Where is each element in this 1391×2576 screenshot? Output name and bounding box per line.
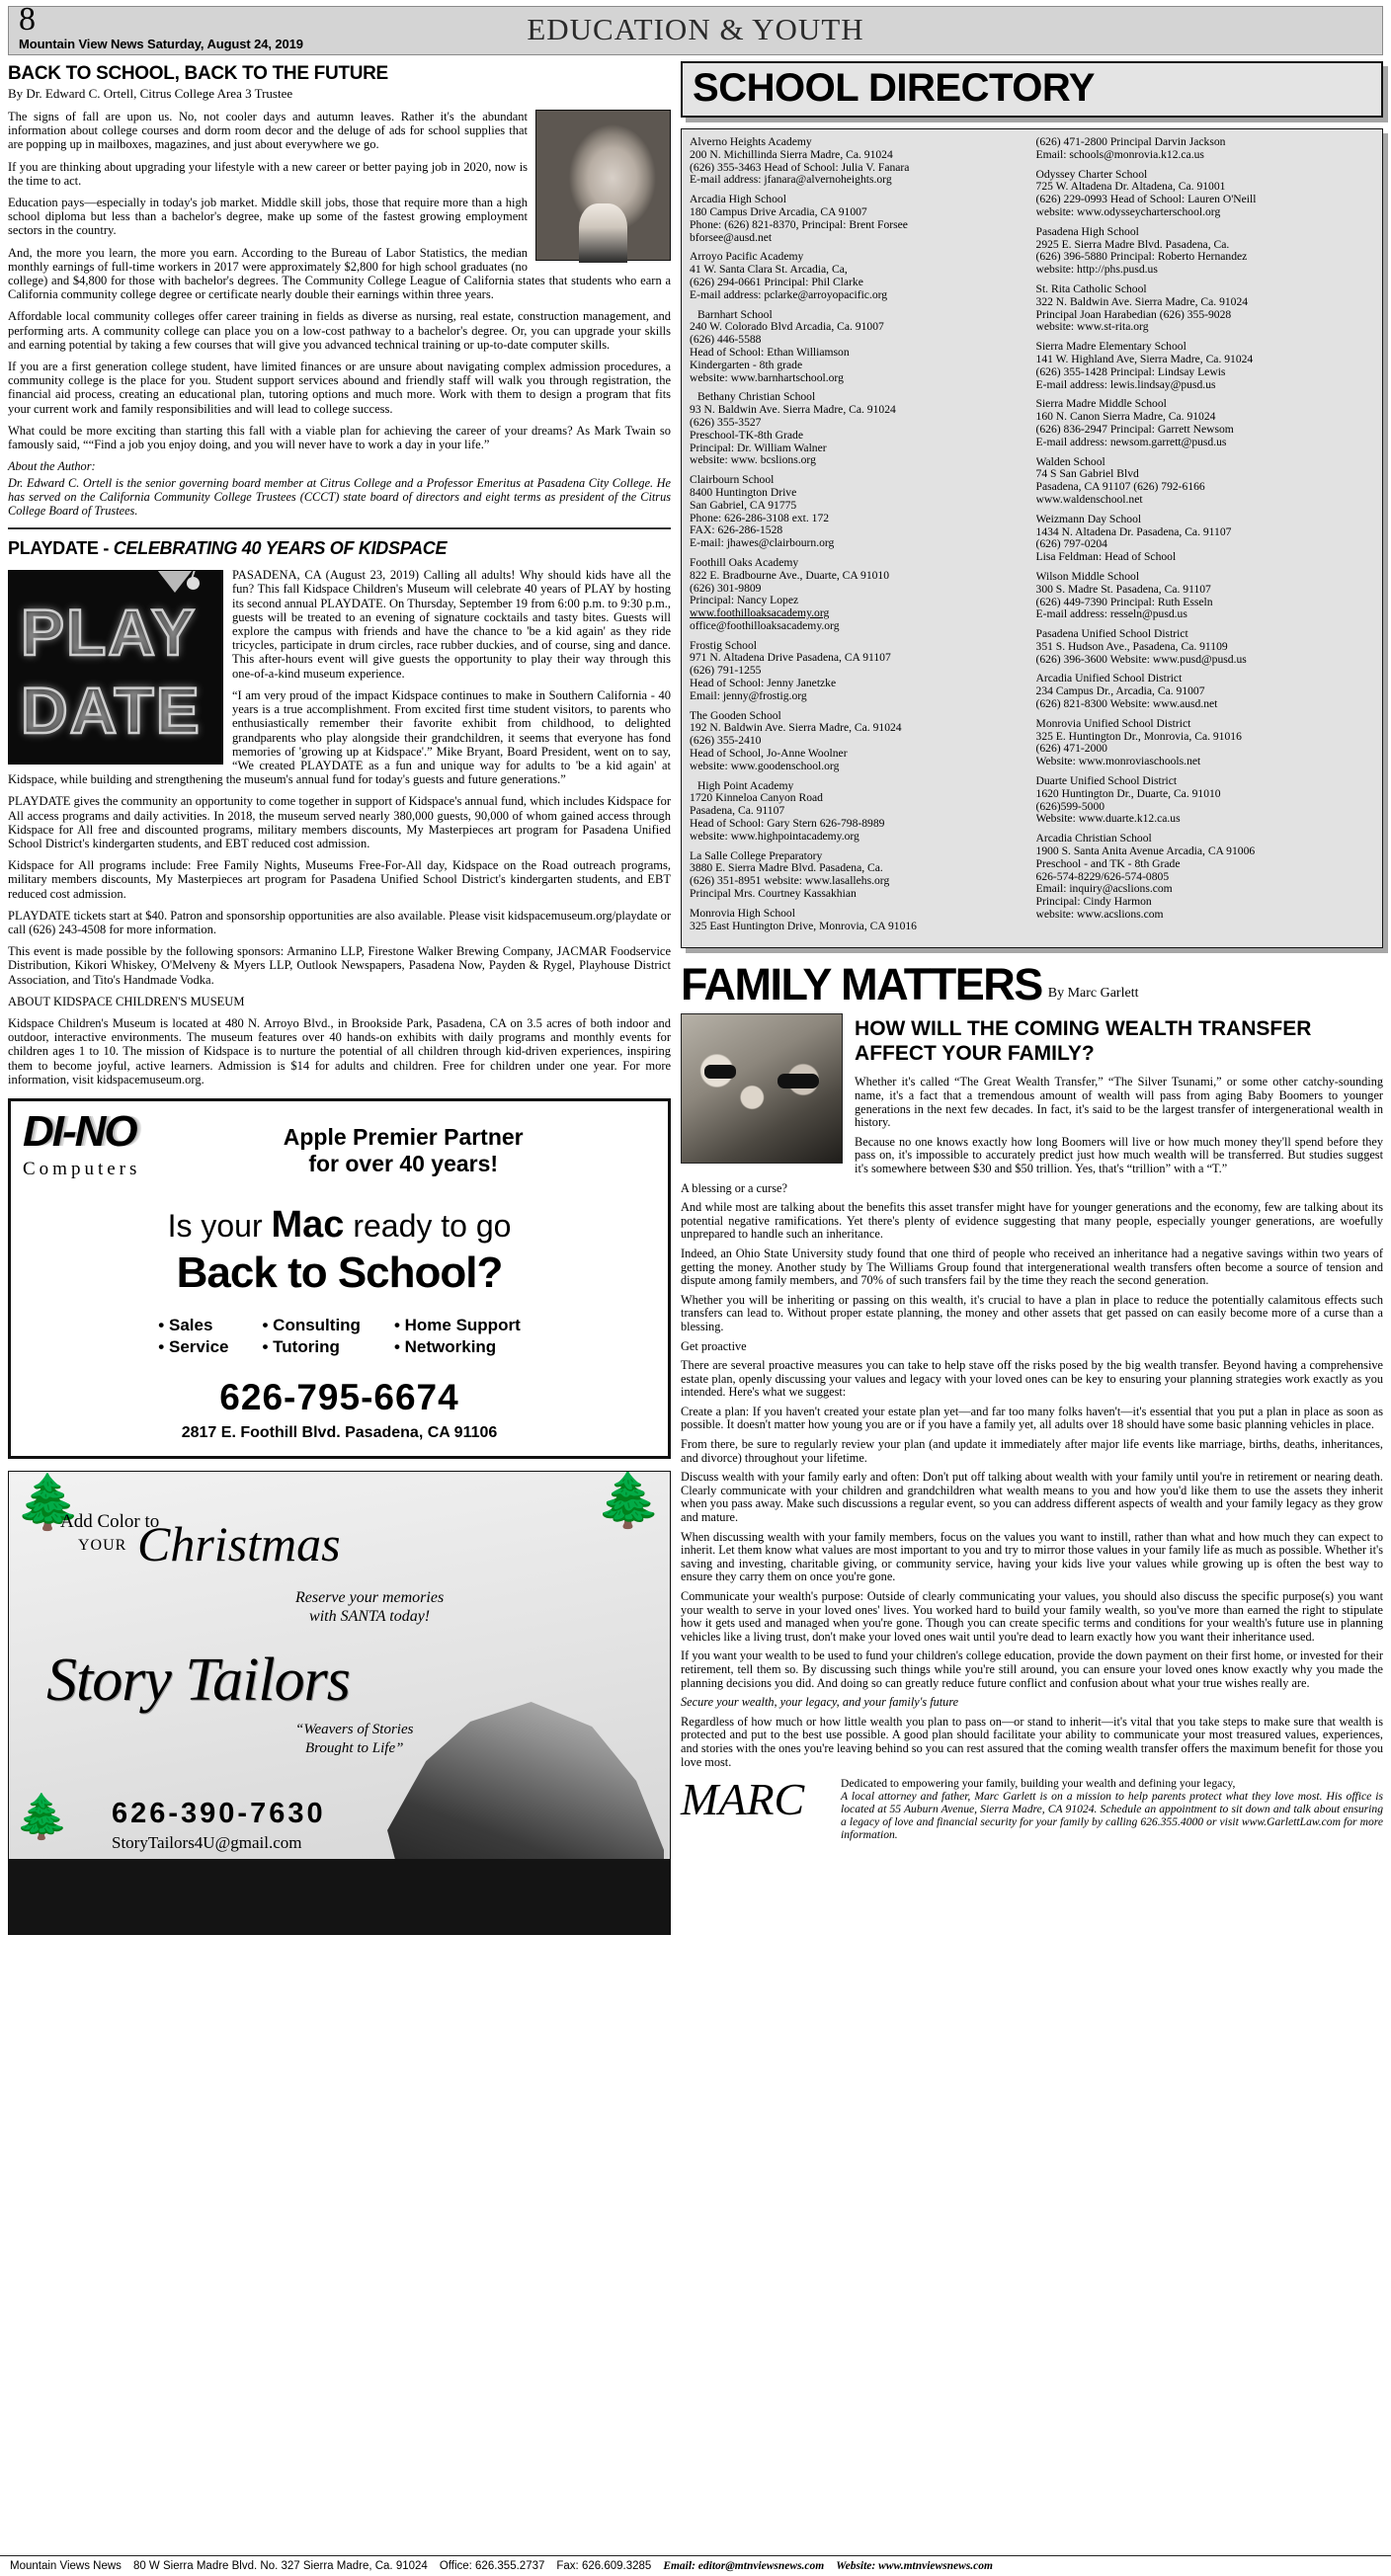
school-directory-entry [1036,398,1374,448]
dino-service-item: • Consulting [262,1316,360,1335]
school-detail-line: (626)599-5000 [1035,800,1105,813]
school-name: Frostig School [690,639,757,652]
dino-logo-text: DI-NO [23,1106,136,1156]
school-detail-line: Kindergarten - 8th grade [690,359,803,371]
school-detail-line: 322 N. Baldwin Ave. Sierra Madre, Ca. 91024 [1035,295,1249,308]
footer-office: Office: 626.355.2737 [439,2560,545,2572]
paragraph: Discuss wealth with your family early and often: Don't put off talking about wealth with your family until you're in retirement or nearing death. Clearly communicate with your children and grandchildren what wealth means to you and how you'd like them to use the assets they inherit when you pass away. Make such discussions a regular event, so you can address different aspects of wealth and your family legacy as they grow and mature. [681,1470,1383,1525]
school-directory-entry [690,710,1027,773]
school-detail-line: website: www.highpointacademy.org [690,830,859,843]
school-detail-line: website: www.odysseycharterschool.org [1035,205,1221,218]
holly-sprig-icon: 🌲 [15,1792,69,1841]
playdate-neon-image [8,570,223,765]
story-tagline-line2: Brought to Life” [304,1739,404,1756]
school-detail-line: website: www.st-rita.org [1035,321,1149,334]
holly-sprig-icon: 🌲 [595,1470,663,1530]
story-add-color: Add Color to [60,1510,160,1532]
school-name: Arcadia Unified School District [1035,673,1183,685]
school-detail-line: 240 W. Colorado Blvd Arcadia, Ca. 91007 [690,321,884,334]
school-detail-line: (626) 301-9809 [690,582,762,595]
school-detail-line: 8400 Huntington Drive [690,486,797,499]
story-tagline-line1: “Weavers of Stories [295,1721,414,1737]
neon-text-play: PLAY [21,596,197,670]
school-detail-line: 3880 E. Sierra Madre Blvd. Pasadena, Ca. [690,862,883,875]
school-detail-line: website: www.goodenschool.org [690,760,840,772]
school-detail-line: (626) 355-3527 [690,416,762,429]
school-detail-line: 141 W. Highland Ave, Sierra Madre, Ca. 91024 [1035,353,1254,365]
story-reserve-line1: Reserve your memories [295,1588,445,1606]
school-detail-line: Website: www.duarte.k12.ca.us [1035,813,1181,826]
school-detail-line: Principal: Nancy Lopez [690,595,799,607]
school-detail-line: 74 S San Gabriel Blvd [1035,468,1139,481]
paragraph: Kidspace for All programs include: Free Family Nights, Museums Free-For-All day, Kidspace on the Road outreach programs, military members discounts, My Masterpieces art program for Pasadena Unified School District's kindergarten students, and EBT reduced cost admission. [8,858,672,901]
school-detail-line: (626) 797-0204 [1035,538,1107,551]
dino-logo [23,1106,141,1190]
dino-phone[interactable]: 626-795-6674 [219,1376,459,1417]
school-name: Arcadia Christian School [1035,833,1152,845]
dino-apple-line2: for over 40 years! [308,1150,499,1176]
school-detail-line: Head of School: Ethan Williamson [690,346,850,359]
signature-mark: MARC [681,1774,805,1825]
school-detail-line: office@foothilloaksacademy.org [690,619,840,632]
section-divider [8,527,671,529]
school-detail-line: website: www.barnhartschool.org [690,371,844,384]
paragraph: PLAYDATE tickets start at $40. Patron and sponsorship opportunities are also available. Please visit kidspacemuseum.org/playdate or call (626) 243-4508 for more information. [8,908,672,936]
school-detail-line: 1620 Huntington Dr., Duarte, Ca. 91010 [1035,787,1221,800]
school-detail-line: Phone: (626) 821-8370, Principal: Brent Forsee [690,218,908,231]
story-tailors-title: Story Tailors [46,1646,350,1714]
paragraph: From there, be sure to regularly review your plan (and update it immediately after major life events like marriage, births, deaths, inheritances, and divorce) throughout your lifetime. [681,1437,1383,1465]
paragraph: What could be more exciting than starting this fall with a viable plan for achieving the career of your dreams? As Mark Twain so famously said, ““Find a job you enjoy doing, and you will never have to work a day in your life.” [8,423,672,452]
school-directory-entry [1036,571,1374,621]
paragraph: And while most are talking about the benefits this asset transfer might have for younger generations and the economy, few are talking about its potential negative ramifications. Yet there's plenty of evidence suggesting that many people, especially younger generations, are woefully unprepared to handle such an inheritance. [681,1200,1383,1242]
left-column [8,61,671,1935]
ortell-portrait-photo [535,110,671,261]
school-directory-box [681,128,1383,948]
school-detail-line: 41 W. Santa Clara St. Arcadia, Ca, [690,264,848,277]
school-directory-entry [1036,775,1374,826]
school-detail-line: (626) 396-5880 Principal: Roberto Hernandez [1035,251,1248,264]
school-detail-line: Principal: Dr. William Walner [690,442,827,454]
footer-address: 80 W Sierra Madre Blvd. No. 327 Sierra Madre, Ca. 91024 [132,2560,428,2572]
school-detail-line: (626) 446-5588 [690,334,762,347]
signature-dedication: Dedicated to empowering your family, building your wealth and defining your legacy, [841,1777,1236,1791]
paragraph: Regardless of how much or how little wealth you plan to pass on—or stand to inherit—it's vital that you take steps to make sure that wealth is protected and put to the best use possible. A good plan should facilitate your ability to communicate your most treasured values, experiences, and stories with the ones you're leaving behind so you can rest assured that the coming wealth transfer offers the maximum benefit for those you love most. [681,1714,1383,1769]
paragraph: Indeed, an Ohio State University study found that one third of people who received an inheritance had a negative savings within two years of getting the money. Another study by The Williams Group found that intergenerational wealth transfers often become a source of tension and dispute among family members, and 70% of such transfers fail by the time they reach the second generation. [681,1246,1383,1288]
story-phone[interactable]: 626-390-7630 [112,1797,326,1829]
footer-paper: Mountain Views News [10,2560,122,2572]
school-detail-line: (626) 355-1428 Principal: Lindsay Lewis [1035,365,1226,378]
footer-fax: Fax: 626.609.3285 [556,2560,652,2572]
story-tagline [295,1721,413,1758]
school-detail-line: 1434 N. Altadena Dr. Pasadena, Ca. 91107 [1035,525,1232,538]
family-matters-body [681,1076,1383,1769]
paragraph: PASADENA, CA (August 23, 2019) Calling all adults! Why should kids have all the fun? This fall Kidspace Children's Museum will celebrate 40 years of PLAY by hosting its second annual PLAYDATE. On Thursday, September 19 from 6:00 p.m. to 9:30 p.m., guests will be treated to an evening of signature cocktails and tasty bites. Guests will explore the campus with friends and have the chance to 'be a kid again' as they ride tricycles, participate in drum circles, race rubber duckies, and of course, sing and dance. This after-hours event will give guests the opportunity to play their way through this one-of-a-kind museum experience. [232,568,672,681]
school-name: Walden School [1035,455,1105,468]
dino-apple-partner [150,1124,656,1177]
school-name: Duarte Unified School District [1035,775,1178,788]
school-detail-line: 160 N. Canon Sierra Madre, Ca. 91024 [1035,411,1216,424]
dino-tagline-line1 [23,1204,656,1247]
school-detail-line: (626) 821-8300 Website: www.ausd.net [1035,698,1218,711]
neon-text-date: DATE [21,674,202,748]
school-detail-line: Head of School: Jenny Janetzke [690,678,837,690]
school-detail-line: E-mail address: newsom.garrett@pusd.us [1035,436,1227,448]
school-detail-line: E-mail: jhawes@clairbourn.org [690,537,835,550]
holly-sprig-icon: 🌲 [15,1472,82,1532]
school-detail-line: 626-574-8229/626-574-0805 [1035,870,1170,883]
paragraph: Create a plan: If you haven't created your estate plan yet—and far too many folks haven't—it's essential that you put a plan in place as soon as possible. It doesn't matter how young you are or if you have a family yet, all adults over 18 should have some basic planning vehicles in place. [681,1404,1383,1432]
masthead-paper-date: Mountain View News Saturday, August 24, 2019 [19,37,303,51]
school-name: Clairbourn School [690,474,775,487]
signature-bio: A local attorney and father, Marc Garlett is on a mission to help parents protect what they love most. His office is located at 55 Auburn Avenue, Sierra Madre, CA 91024. Schedule an appointment to sit down and talk about ensuring a legacy of love and financial security for your family by calling 626.355.4000 or visit www.GarlettLaw.com for more information. [841,1790,1383,1842]
dino-tag-post: ready to go [344,1207,512,1244]
paragraph: And, the more you learn, the more you earn. According to the Bureau of Labor Statistics, the median monthly earnings of full-time workers in 2017 were approximately $2,800 for high school graduates (no college) and $4,800 for those with bachelor's degrees. The Community College League of California states that students who earn a California community college degree or certificate nearly double their earnings within three years. [8,245,672,302]
school-detail-line: website: www.acslions.com [1035,909,1164,922]
cocktail-glass-icon [147,593,203,654]
school-detail-line: Preschool - and TK - 8th Grade [1035,857,1181,870]
right-column [681,61,1383,1935]
school-detail-line: (626) 229-0993 Head of School: Lauren O'Neill [1035,194,1257,206]
dino-services [23,1314,656,1359]
school-directory-entry [1036,673,1374,710]
dino-tag-mac: Mac [271,1203,345,1246]
paragraph: Education pays—especially in today's job market. Middle skill jobs, those that require more than a high school diploma but less than a bachelor's degree, make up some of the fastest growing employment sectors in the country. [8,196,529,238]
school-detail-line: Head of School: Gary Stern 626-798-8989 [690,818,885,831]
dino-service-item: • Home Support [394,1316,521,1335]
school-name: Foothill Oaks Academy [690,556,799,569]
school-directory-entry [690,194,1027,244]
school-detail-line: 192 N. Baldwin Ave. Sierra Madre, Ca. 91024 [690,722,902,735]
heading-blessing: A blessing or a curse? [681,1180,787,1195]
school-directory-entry [690,780,1027,844]
school-directory-entry [1036,169,1374,219]
school-directory-entry [1036,341,1374,391]
school-directory-entry [690,640,1027,703]
school-detail-line: 93 N. Baldwin Ave. Sierra Madre, Ca. 91024 [690,404,896,417]
school-detail-line: (626) 791-1255 [690,665,762,678]
about-author-label: About the Author: [8,459,96,474]
headline-playdate [8,538,671,559]
school-detail-line: San Gabriel, CA 91775 [690,499,797,512]
author-signature-block [681,1774,1383,1842]
school-detail-line: bforsee@ausd.net [690,231,773,244]
school-name: Alverno Heights Academy [690,136,812,148]
dino-apple-line1: Apple Premier Partner [283,1123,524,1150]
school-detail-line: 234 Campus Dr., Arcadia, Ca. 91007 [1035,685,1205,698]
school-detail-line: E-mail address: resseln@pusd.us [1035,608,1187,621]
about-the-author [8,459,671,518]
school-detail-line: (626) 471-2000 [1035,743,1107,756]
school-detail-line: 725 W. Altadena Dr. Altadena, Ca. 91001 [1035,181,1226,194]
school-directory-entry [1036,833,1374,922]
school-detail-line: (626) 355-3463 Head of School: Julia V. Fanara [690,161,910,174]
school-name: Arcadia High School [690,194,786,206]
dino-service-item: • Networking [394,1337,521,1357]
school-detail-line: 300 S. Madre St. Pasadena, Ca. 91107 [1035,583,1211,596]
school-detail-line: www.waldenschool.net [1035,493,1143,506]
school-detail-line: 325 E. Huntington Dr., Monrovia, Ca. 91016 [1035,730,1242,743]
school-detail-line: Email: schools@monrovia.k12.ca.us [1035,148,1204,161]
school-name: Pasadena Unified School District [1035,628,1188,641]
footer-website[interactable]: Website: www.mtnviewsnews.com [836,2560,993,2572]
dino-services-col1 [158,1314,228,1359]
school-detail-line: 1900 S. Santa Anita Avenue Arcadia, CA 91006 [1035,845,1256,858]
school-name: Sierra Madre Middle School [1035,398,1167,411]
paragraph: When discussing wealth with your family members, focus on the values you want to instill, rather than what and how much they can expect to inherit. Let them know what values are most important to you and try to mirror those values in your family life as much as possible. Whether it's saving and investing, charitable giving, or community service, having your kids live your values while growing up is often the best way to ensure they carry them on once you're gone. [681,1529,1383,1584]
dino-address: 2817 E. Foothill Blvd. Pasadena, CA 91106 [181,1423,498,1441]
school-detail-line: E-mail address: jfanara@alvernoheights.org [690,174,892,187]
school-directory-entry [690,136,1027,187]
school-detail-line: 180 Campus Drive Arcadia, CA 91007 [690,205,867,218]
about-kidspace-text: Kidspace Children's Museum is located at 480 N. Arroyo Blvd., in Brookside Park, Pasadena, CA on 3.5 acres of both indoor and outdoor, interactive environments. The museum features over 40 hands-on exhibits with daily programs and monthly events for children ages 1 to 10. The mission of Kidspace is to nurture the potential of all children through kid-driven experiences, inspiring them to become joyful, active learners. Admission is $14 for adults and children. Free for children under one year. For more information, visit kidspacemuseum.org. [8,1015,672,1087]
school-directory-entry [690,850,1027,901]
school-detail-line: FAX: 626-286-1528 [690,524,783,537]
school-detail-line: website: www. bcslions.org [690,454,816,467]
headline-playdate-part2: CELEBRATING 40 YEARS OF KIDSPACE [113,538,448,559]
paragraph: PLAYDATE gives the community an opportunity to come together in support of Kidspace's annual fund, which includes Kidspace for All access programs and daily activities. In 2018, the museum served nearly 380,000 guests, 90,000 of whom gained access through Kidspace for All free and discounted programs, military members discounts, My Masterpieces art program for Pasadena Unified School District's kindergarten students, and EBT reduced cost admission. [8,794,672,850]
school-name: High Point Academy [697,779,794,792]
school-detail-line: (626) 396-3600 Website: www.pusd@pusd.us [1035,653,1247,666]
school-directory-entry [1036,514,1374,564]
school-detail-line: Email: inquiry@acslions.com [1035,883,1173,896]
school-detail-line: E-mail address: lewis.lindsay@pusd.us [1035,378,1216,391]
headline-playdate-part1: PLAYDATE - [8,538,114,559]
school-detail-line: 325 East Huntington Drive, Monrovia, CA 91016 [690,920,917,932]
paragraph: This event is made possible by the following sponsors: Armanino LLP, Firestone Walker Brewing Company, JACMAR Foodservice Distribution, Kikori Whiskey, O'Melveny & Myers LLP, Outlook Newspapers, Pasadena Now, Payden & Rygel, Playhouse District Association, and Tito's Handmade Vodka. [8,944,672,987]
family-matters-byline: By Marc Garlett [1047,986,1139,1002]
story-bottom-band [9,1859,670,1934]
school-detail-line: Head of School, Jo-Anne Woolner [690,748,848,761]
school-detail-line: Website: www.monroviaschools.net [1035,756,1201,768]
school-directory-entry [1036,718,1374,768]
school-directory-column-1 [690,136,1027,939]
school-detail-line: Phone: 626-286-3108 ext. 172 [690,512,830,524]
story-reserve [295,1588,444,1626]
school-directory-entry [1036,136,1374,162]
school-detail-line: Email: jenny@frostig.org [690,689,807,702]
story-reserve-line2: with SANTA today! [309,1607,431,1625]
family-matters-subhead: HOW WILL THE COMING WEALTH TRANSFER AFFECT YOUR FAMILY? [855,1017,1312,1066]
school-directory-entry [1036,283,1374,334]
signature-text [841,1777,1383,1841]
school-name: Wilson Middle School [1035,570,1140,583]
school-name: (626) 471-2800 Principal Darvin Jackson [1035,136,1226,148]
school-directory-entry [690,391,1027,467]
school-detail-line: Principal: Cindy Harmon [1035,896,1152,909]
school-detail-line: 971 N. Altadena Drive Pasadena, CA 91107 [690,652,891,665]
story-email[interactable]: StoryTailors4U@gmail.com [112,1832,302,1852]
school-detail-line: Pasadena, Ca. 91107 [690,805,785,818]
school-directory-entry [690,908,1027,933]
heading-proactive: Get proactive [681,1338,747,1353]
footer-email[interactable]: Email: editor@mtnviewsnews.com [663,2560,825,2572]
school-name: St. Rita Catholic School [1035,282,1147,295]
school-name: Arroyo Pacific Academy [690,251,804,264]
school-detail-line: 2925 E. Sierra Madre Blvd. Pasadena, Ca. [1035,238,1230,251]
school-detail-line: (626) 836-2947 Principal: Garrett Newsom [1035,423,1234,436]
school-detail-line: (626) 355-2410 [690,735,762,748]
school-detail-line: Principal Mrs. Courtney Kassakhian [690,888,857,901]
story-your: YOUR [78,1536,127,1554]
school-directory-column-2 [1036,136,1374,939]
school-name: Barnhart School [697,308,773,321]
school-directory-entry [690,557,1027,633]
paragraph: Communicate your wealth's purpose: Outside of clearly communicating your values, you should also discuss the specific purpose(s) you want your wealth to serve in your loved ones' lives. You worked hard to build your family wealth, so you've more than earned the right to stipulate how it gets used and managed when you're gone. Though you can create specific terms and conditions for your wealth's future use in planning vehicles like a living trust, don't make your loved ones wait until you're dead to learn exactly how you want their inheritance used. [681,1589,1383,1644]
heading-secure: Secure your wealth, your legacy, and your family's future [681,1695,959,1710]
family-matters-title: FAMILY MATTERS [681,959,1042,1010]
paragraph: There are several proactive measures you can take to help stave off the risks posed by the big wealth transfer. Beyond having a comprehensive estate plan, openly discussing your values and legacy with your loved ones can be key to ensuring your planning strategies work exactly as you intended. Here's what we suggest: [681,1358,1383,1400]
paragraph: Affordable local community colleges offer career training in fields as diverse as nursing, real estate, construction management, and performing arts. A community college can place you on a low-cost pathway to a bachelor's degree. Or, you can upgrade your skills and earning potential by taking a few courses that will give you advanced technical training or up-to-date computer skills. [8,309,672,352]
dino-services-col3 [394,1314,521,1359]
paragraph: Whether you will be inheriting or passing on this wealth, it's crucial to have a plan in place to reduce the potentially calamitous effects such transfers can lead to. Without proper estate planning, the money and other assets that get passed on can easily become more of a curse than a blessing. [681,1292,1383,1333]
dino-tagline-line2: Back to School? [176,1248,503,1297]
school-detail-line: Lisa Feldman: Head of School [1035,551,1177,564]
paragraph: If you are thinking about upgrading your lifestyle with a new career or better paying job in 2020, now is the time to act. [8,159,529,188]
dino-logo-sub: Computers [23,1158,141,1179]
school-detail-line: Pasadena, CA 91107 (626) 792-6166 [1035,481,1205,494]
school-detail-line: website: http://phs.pusd.us [1035,264,1158,277]
school-directory-entry [690,309,1027,385]
school-detail-line: 1720 Kinneloa Canyon Road [690,792,823,805]
school-name: Monrovia High School [690,907,795,920]
school-detail-line: Principal Joan Harabedian (626) 355-9028 [1035,308,1232,321]
school-name: Pasadena High School [1035,225,1139,238]
dino-tag-pre: Is your [167,1207,272,1244]
school-detail-line: (626) 449-7390 Principal: Ruth Esseln [1035,596,1213,608]
school-name: Odyssey Charter School [1035,168,1148,181]
school-detail-line: E-mail address: pclarke@arroyopacific.org [690,288,888,301]
school-directory-entry [1036,456,1374,507]
school-directory-entry [1036,628,1374,666]
dino-service-item: • Service [158,1337,228,1357]
school-detail-line: (626) 294-0661 Principal: Phil Clarke [690,276,863,288]
school-directory-entry [690,251,1027,301]
paragraph: Whether it's called “The Great Wealth Transfer,” “The Silver Tsunami,” or some other catchy-sounding name, it's a fact that a tremendous amount of wealth will pass from aging Baby Boomers to younger generations in the next few decades. In fact, it's said to be the largest transfer of intergenerational wealth in history. [855,1075,1383,1130]
school-detail-line: 822 E. Bradbourne Ave., Duarte, CA 91010 [690,569,890,582]
school-directory-entry [1036,226,1374,277]
byline-ortell: By Dr. Edward C. Ortell, Citrus College Area 3 Trustee [8,86,293,101]
school-name: The Gooden School [690,709,781,722]
page-columns [8,61,1383,1935]
paragraph: If you are a first generation college student, have limited finances or are unsure about navigating complex admission procedures, a community college is the place for you. Student support services abound and friendly staff will walk you through registration, the financial aid process, creating an educational plan, tutoring options and much more. Work with them to design a program that fits your current work and family responsibilities and will lead to college success. [8,360,672,416]
paragraph: If you want your wealth to be used to fund your children's college education, provide the down payment on their first home, or invested for their retirement, tell them so. By discussing such things while you're still around, you can ensure your loved ones know exactly why you made the planning decisions you did. And doing so can greatly reduce future conflict and confusion about what your true wishes really are. [681,1649,1383,1690]
school-name: La Salle College Preparatory [690,849,823,862]
dino-service-item: • Tutoring [262,1337,360,1357]
school-detail-line: www.foothilloaksacademy.org [690,607,830,620]
school-detail-line: (626) 351-8951 website: www.lasallehs.org [690,875,890,888]
school-name: Bethany Christian School [697,391,816,404]
masthead [8,1,1383,55]
school-directory-banner: SCHOOL DIRECTORY [681,61,1383,118]
school-detail-line: 200 N. Michillinda Sierra Madre, Ca. 91024 [690,148,893,161]
school-name: Sierra Madre Elementary School [1035,341,1186,354]
paragraph: Because no one knows exactly how long Boomers will live or how much money they'll spend before they pass on, it's impossible to accurately predict just how much wealth will be transferred. But studies suggest it's somewhere between $30 and $50 trillion. Yes, that's “trillion” with a “T.” [855,1134,1383,1175]
ad-story-tailors[interactable] [8,1471,671,1935]
story-christmas: Christmas [137,1515,341,1571]
dino-service-item: • Sales [158,1316,228,1335]
paragraph: The signs of fall are upon us. No, not cooler days and autumn leaves. Rather it's the abundant information about college courses and dorm room decor and the deluge of ads for school supplies that are popping up in mailboxes, magazines, and just about everywhere we go. [8,110,529,152]
page-footer [0,2555,1391,2572]
dino-services-col2 [262,1314,360,1359]
family-photo [681,1013,843,1164]
about-kidspace-heading: ABOUT KIDSPACE CHILDREN'S MUSEUM [8,994,245,1008]
ad-dino-computers[interactable] [8,1098,671,1459]
page-number: 8 [19,1,36,38]
school-directory-entry [690,474,1027,550]
dino-ad-top [23,1106,656,1190]
section-title: EDUCATION & YOUTH [527,12,864,46]
school-detail-line: 351 S. Hudson Ave., Pasadena, Ca. 91109 [1035,640,1228,653]
school-name: Monrovia Unified School District [1035,717,1191,730]
about-author-text: Dr. Edward C. Ortell is the senior governing board member at Citrus College and a Professor Emeritus at Pasadena City College. He has served on the California Community College Trustees (CCCT) state board of directors and eight terms as president of the Citrus College Board of Trustees. [8,476,672,519]
paragraph: “I am very proud of the impact Kidspace continues to make in Southern California - 40 years is a true accomplishment. From excited first time student visitors, to parents who enthusiastically remember their favorite exhibit from childhood, to delighted grandparents who play alongside their grandchildren, it seems that everyone has fond memories of 'growing up at Kidspace'.” Mike Bryant, Board President, went on to say, “We created PLAYDATE as a fun and unique way for adults to 'be a kid again' at Kidspace, while building and strengthening the museum's annual fund for today's guests and future generations.” [8,687,672,787]
headline-back-to-school: BACK TO SCHOOL, BACK TO THE FUTURE [8,63,388,84]
school-name: Weizmann Day School [1035,513,1142,525]
family-matters-header [681,959,1383,1010]
school-detail-line: Preschool-TK-8th Grade [690,429,803,442]
